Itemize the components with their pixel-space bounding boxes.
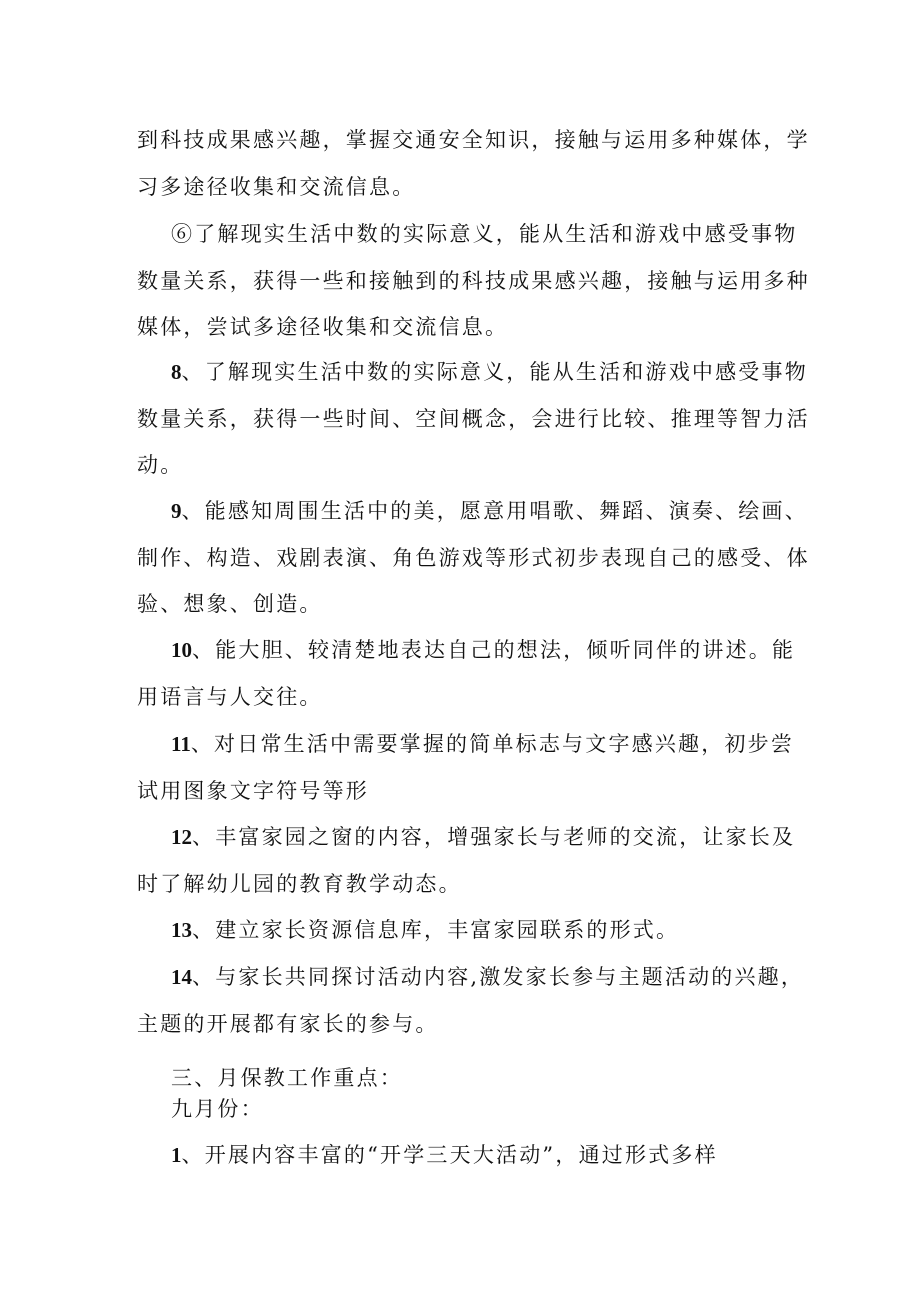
paragraph-text: 、丰富家园之窗的内容，增强家长与老师的交流，让家长及时了解幼儿园的教育教学动态。 [137,825,796,896]
paragraph-item-8 [137,349,817,489]
paragraph-text: 到科技成果感兴趣，掌握交通安全知识，接触与运用多种媒体，学习多途径收集和交流信息。 [137,128,810,199]
paragraph-text: 、建立家长资源信息库，丰富家园联系的形式。 [192,918,680,942]
item-number: 8 [171,360,182,384]
paragraph-item-9 [137,488,817,628]
paragraph-september-item-1 [137,1132,817,1179]
paragraph-text: 、能感知周围生活中的美，愿意用唱歌、舞蹈、演奏、绘画、制作、构造、戏剧表演、角色游戏等形式初步表现自己的感受、体验、想象、创造。 [137,499,810,616]
item-number: 14 [171,965,192,989]
paragraph-text: 、对日常生活中需要掌握的简单标志与文字感兴趣，初步尝试用图象文字符号等形 [137,732,795,803]
item-number: 1 [171,1143,182,1167]
paragraph-item-6 [137,211,817,351]
paragraph-item-14 [137,954,817,1047]
paragraph-item-11 [137,721,817,814]
item-number: 12 [171,825,192,849]
paragraph-text: 、与家长共同探讨活动内容,激发家长参与主题活动的兴趣，主题的开展都有家长的参与。 [137,965,805,1036]
paragraph-text: 、能大胆、较清楚地表达自己的想法，倾听同伴的讲述。能用语言与人交往。 [137,638,796,709]
paragraph-item-10 [137,627,817,720]
paragraph-text: 、开展内容丰富的“开学三天大活动”，通过形式多样 [181,1143,718,1167]
paragraph-item-12 [137,814,817,907]
section-heading: 三、月保教工作重点： [171,1066,403,1090]
item-number: 9 [171,499,182,523]
paragraph-continuation [137,117,817,210]
paragraph-text: ⑥了解现实生活中数的实际意义，能从生活和游戏中感受事物数量关系，获得一些和接触到的科技成果感兴趣，接触与运用多种媒体，尝试多途径收集和交流信息。 [137,222,810,339]
item-number: 10 [171,638,192,662]
item-number: 13 [171,918,192,942]
paragraph-item-13 [137,907,817,954]
month-heading: 九月份： [171,1097,264,1121]
item-number: 11 [171,732,191,756]
paragraph-text: 、了解现实生活中数的实际意义，能从生活和游戏中感受事物数量关系，获得一些时间、空间概念，会进行比较、推理等智力活动。 [137,360,810,477]
